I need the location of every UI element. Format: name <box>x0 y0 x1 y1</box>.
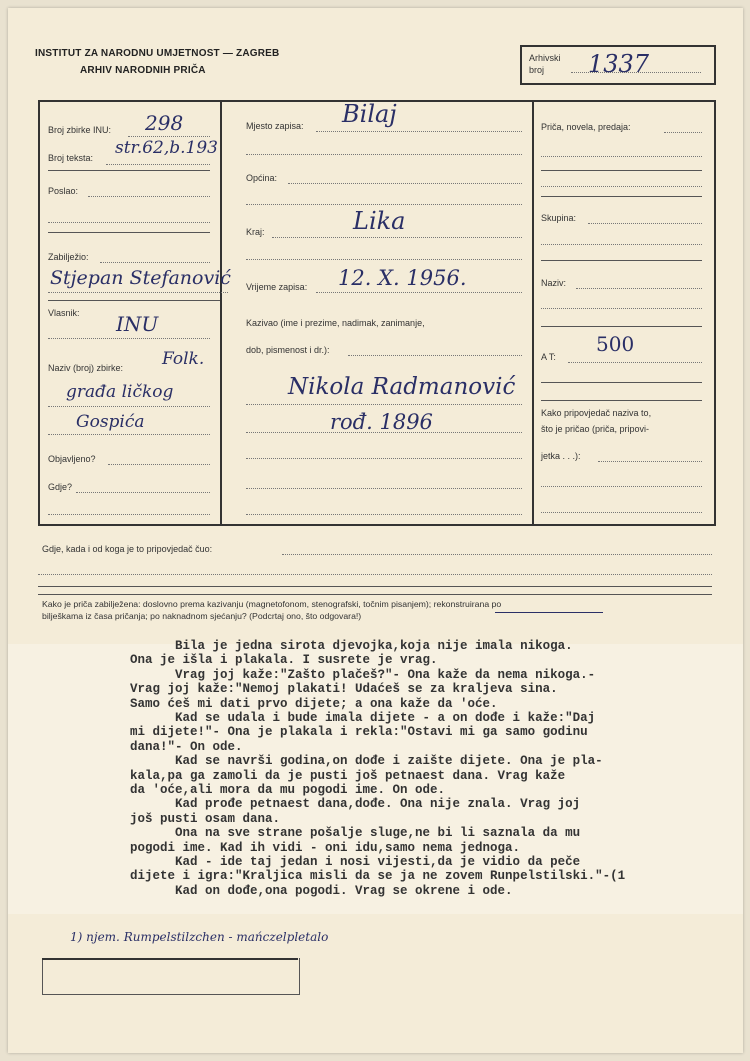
story-line: Bila je jedna sirota djevojka,koja nije imala nikoga. <box>130 639 573 653</box>
column-divider-right <box>532 102 534 524</box>
narrator-label-line2: dob, pismenost i dr.): <box>246 345 330 355</box>
footnote-box <box>42 958 300 995</box>
published-label: Objavljeno? <box>48 454 96 464</box>
archive-card <box>8 8 743 1053</box>
at-value: 500 <box>596 332 635 356</box>
archive-heading: ARHIV NARODNIH PRIČA <box>80 65 206 76</box>
text-number-label: Broj teksta: <box>48 153 94 163</box>
recorded-by-label: Zabilježio: <box>48 252 89 262</box>
group-label: Skupina: <box>541 213 577 223</box>
owner-label: Vlasnik: <box>48 308 80 318</box>
story-line: Vrag joj kaže:"Zašto plačeš?"- Ona kaže da nema nikoga.- <box>130 667 596 682</box>
story-line: Kad se udala i bude imala dijete - a on dođe i kaže:"Daj <box>130 711 596 725</box>
collection-value-line2: građa ličkog <box>66 382 174 402</box>
collection-value-line3: Gospića <box>76 412 145 432</box>
date-value: 12. X. 1956. <box>338 266 467 290</box>
footnote: 1) njem. Rumpelstilzchen - mańczelpletalo <box>70 930 329 944</box>
collection-value-line1: Folk. <box>162 349 205 369</box>
method-underline <box>495 612 603 613</box>
text-number-value: str.62,b.193 <box>115 138 218 158</box>
story-line: mi dijete!"- Ona je plakala i rekla:"Ostavi mi ga samo godinu <box>130 725 588 740</box>
inu-number-label: Broj zbirke INU: <box>48 125 112 135</box>
region-value: Lika <box>353 207 406 235</box>
title-label: Naziv: <box>541 278 567 288</box>
narrator-value-line1: Nikola Radmanović <box>288 374 516 400</box>
date-label: Vrijeme zapisa: <box>246 282 308 292</box>
inu-number-value: 298 <box>145 111 184 135</box>
story-line: dijete i igra:"Kraljica misli da se ja ne zovem Runpelstilski."-(1 <box>130 869 626 884</box>
story-line: još pusti osam dana. <box>130 811 281 826</box>
story-line: Kad se navrši godina,on dođe i zaište dijete. Ona je pla- <box>130 754 603 769</box>
archive-number-value: 1337 <box>588 50 650 78</box>
story-line: Ona na sve strane pošalje sluge,ne bi li saznala da mu <box>130 826 581 841</box>
story-line: Ona je išla i plakala. I susrete je vrag. <box>130 653 438 668</box>
story-line: Samo ćeš mi dati prvo dijete; a ona kaže da 'oće. <box>130 696 498 711</box>
genre-label: Priča, novela, predaja: <box>541 122 631 132</box>
story-line: da 'oće,ali mora da mu pogodi ime. On ode. <box>130 783 446 797</box>
naming-label-line2: što je pričao (priča, pripovi- <box>541 424 650 434</box>
story-line: Kad prođe petnaest dana,dođe. Ona nije znala. Vrag joj <box>130 797 581 812</box>
story-line: kala,pa ga zamoli da je pusti još petnaest dana. Vrag kaže <box>130 768 566 783</box>
story-line: Vrag joj kaže:"Nemoj plakati! Udaćeš se za kraljeva sina. <box>130 682 558 697</box>
region-label: Kraj: <box>246 227 265 237</box>
naming-label-line3: jetka . . .): <box>541 451 581 461</box>
recorded-by-value: Stjepan Stefanović <box>50 267 231 289</box>
story-line: Kad on dođe,ona pogodi. Vrag se okrene i ode. <box>130 883 513 898</box>
story-line: dana!"- On ode. <box>130 739 243 754</box>
column-divider-left <box>220 102 222 524</box>
narrator-value-line2: rođ. 1896 <box>330 410 433 434</box>
source-label: Gdje, kada i od koga je to pripovjedač čuo: <box>42 544 213 554</box>
story-line: Kad - ide taj jedan i nosi vijesti,da je vidio da peče <box>130 855 581 869</box>
story-line: pogodi ime. Kad ih vidi - oni idu,samo nema jednoga. <box>130 840 521 855</box>
collection-label: Naziv (broj) zbirke: <box>48 363 124 373</box>
municipality-label: Općina: <box>246 173 278 183</box>
sent-by-label: Poslao: <box>48 186 79 196</box>
naming-label-line1: Kako pripovjedač naziva to, <box>541 408 652 418</box>
owner-value: INU <box>116 312 159 336</box>
narrator-label-line1: Kazivao (ime i prezime, nadimak, zanimanje, <box>246 318 425 328</box>
place-label: Mjesto zapisa: <box>246 121 304 131</box>
method-text-line1: Kako je priča zabilježena: doslovno prema kazivanju (magnetofonom, stenografski, točnim pisanjem); rekonstruirana po <box>42 599 502 609</box>
institute-heading: INSTITUT ZA NARODNU UMJETNOST — ZAGREB <box>35 48 280 59</box>
method-text-line2: bilješkama iz časa pričanja; po naknadnom sjećanju? (Podcrtaj ono, što odgovara!) <box>42 611 362 621</box>
archive-number-label: Arhivski broj <box>529 53 561 75</box>
at-label: A T: <box>541 352 556 362</box>
where-label: Gdje? <box>48 482 73 492</box>
place-value: Bilaj <box>342 100 397 128</box>
